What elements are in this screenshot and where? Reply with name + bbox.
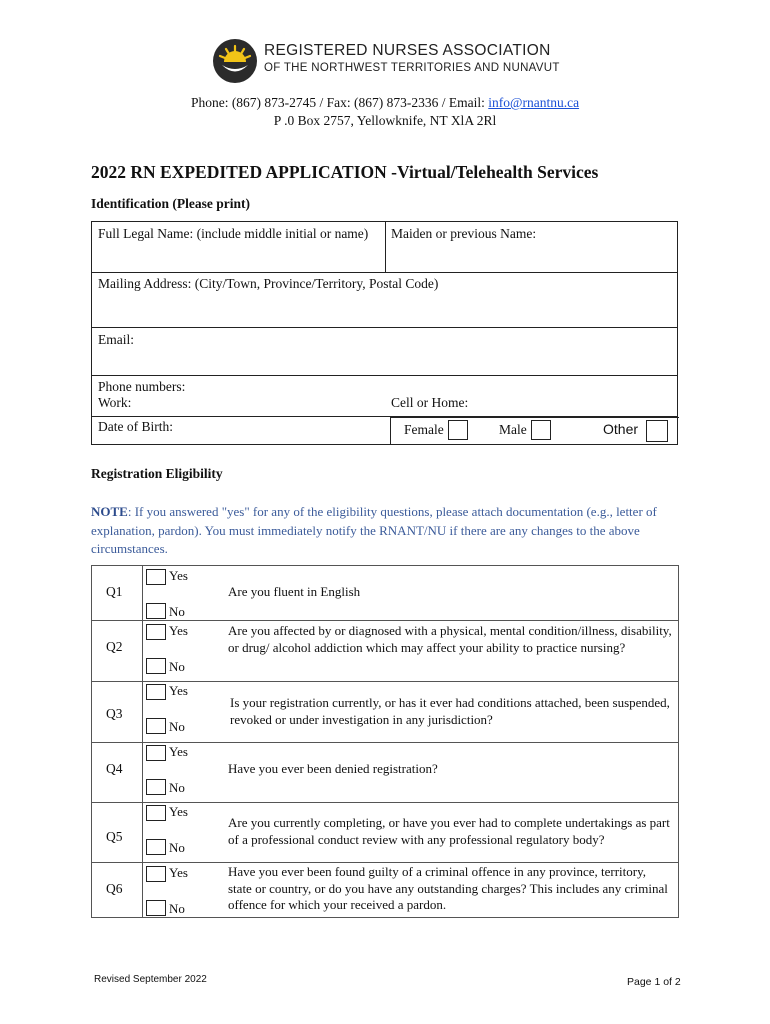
cell-home-phone-field[interactable]: Cell or Home: [391,395,469,410]
male-checkbox[interactable] [531,420,551,440]
q4-text: Have you ever been denied registration? [228,761,438,776]
other-checkbox[interactable] [646,420,668,442]
q6-no-label: No [169,901,185,916]
full-name-field[interactable]: Full Legal Name: (include middle initial or name) [98,226,369,241]
org-subtitle: OF THE NORTHWEST TERRITORIES AND NUNAVUT [264,62,560,74]
identification-heading: Identification (Please print) [91,196,250,211]
other-label: Other [603,421,639,437]
q6-yes-label: Yes [169,865,188,880]
q4-no-label: No [169,780,185,795]
address-line: P .0 Box 2757, Yellowknife, NT XlA 2Rl [273,113,497,128]
q1-yes-checkbox[interactable] [146,569,166,585]
phone-numbers-label: Phone numbers: [98,379,186,394]
female-label: Female [404,422,444,437]
q1-number: Q1 [106,584,123,599]
eligibility-table [91,565,679,918]
work-phone-field[interactable]: Work: [98,395,132,410]
rnantnu-logo [212,38,258,84]
mailing-address-field[interactable]: Mailing Address: (City/Town, Province/Territory, Postal Code) [98,276,439,291]
phone-fax: Phone: (867) 873-2745 / Fax: (867) 873-2336 / Email: [190,95,489,110]
q4-yes-label: Yes [169,744,188,759]
q3-number: Q3 [106,706,123,721]
q2-yes-checkbox[interactable] [146,624,166,640]
q6-number: Q6 [106,881,123,896]
q6-text: Have you ever been found guilty of a criminal offence in any province, territory, state or country, or do you have any outstanding charges? This includes any criminal offence for which your received a pardon. [228,864,668,912]
female-checkbox[interactable] [448,420,468,440]
eligibility-heading: Registration Eligibility [91,466,223,481]
identification-table [91,221,678,445]
q5-yes-label: Yes [169,804,188,819]
q5-text: Are you currently completing, or have you ever had to complete undertakings as part of a professional conduct review with any professional regulatory body? [228,815,670,847]
gender-selector [390,417,679,445]
q3-text: Is your registration currently, or has it ever had conditions attached, been suspended, revoked or under investigation in any jurisdiction? [230,695,670,727]
q5-number: Q5 [106,829,123,844]
q2-text: Are you affected by or diagnosed with a physical, mental condition/illness, disability, or drug/ alcohol addiction which may affect your ability to practice nursing? [228,623,672,655]
q2-no-checkbox[interactable] [146,658,166,674]
org-name: REGISTERED NURSES ASSOCIATION [264,42,551,59]
q5-no-label: No [169,840,185,855]
q6-yes-checkbox[interactable] [146,866,166,882]
q3-yes-checkbox[interactable] [146,684,166,700]
q6-no-checkbox[interactable] [146,900,166,916]
q3-no-label: No [169,719,185,734]
q5-no-checkbox[interactable] [146,839,166,855]
q1-yes-label: Yes [169,568,188,583]
eligibility-note [91,503,681,559]
q2-yes-label: Yes [169,623,188,638]
note-text: : If you answered "yes" for any of the eligibility questions, please attach documentation (e.g., letter of explanation, pardon). You must immediately notify the RNANT/NU if there are any changes to the above circumstances. [91,504,657,556]
male-label: Male [499,422,527,437]
contact-line [0,95,770,111]
q1-no-checkbox[interactable] [146,603,166,619]
maiden-name-field[interactable]: Maiden or previous Name: [391,226,537,241]
q4-no-checkbox[interactable] [146,779,166,795]
q2-no-label: No [169,659,185,674]
q1-text: Are you fluent in English [228,584,361,599]
email-field[interactable]: Email: [98,332,134,347]
q2-number: Q2 [106,639,123,654]
revised-date: Revised September 2022 [94,974,207,985]
q5-yes-checkbox[interactable] [146,805,166,821]
page-number: Page 1 of 2 [627,976,681,988]
date-of-birth-field[interactable]: Date of Birth: [98,419,173,434]
note-label: NOTE [91,504,128,519]
q3-yes-label: Yes [169,683,188,698]
q4-yes-checkbox[interactable] [146,745,166,761]
form-title: 2022 RN EXPEDITED APPLICATION -Virtual/Telehealth Services [91,162,599,182]
q3-no-checkbox[interactable] [146,718,166,734]
email-link[interactable]: info@rnantnu.ca [488,95,580,110]
q1-no-label: No [169,604,185,619]
q4-number: Q4 [106,761,123,776]
